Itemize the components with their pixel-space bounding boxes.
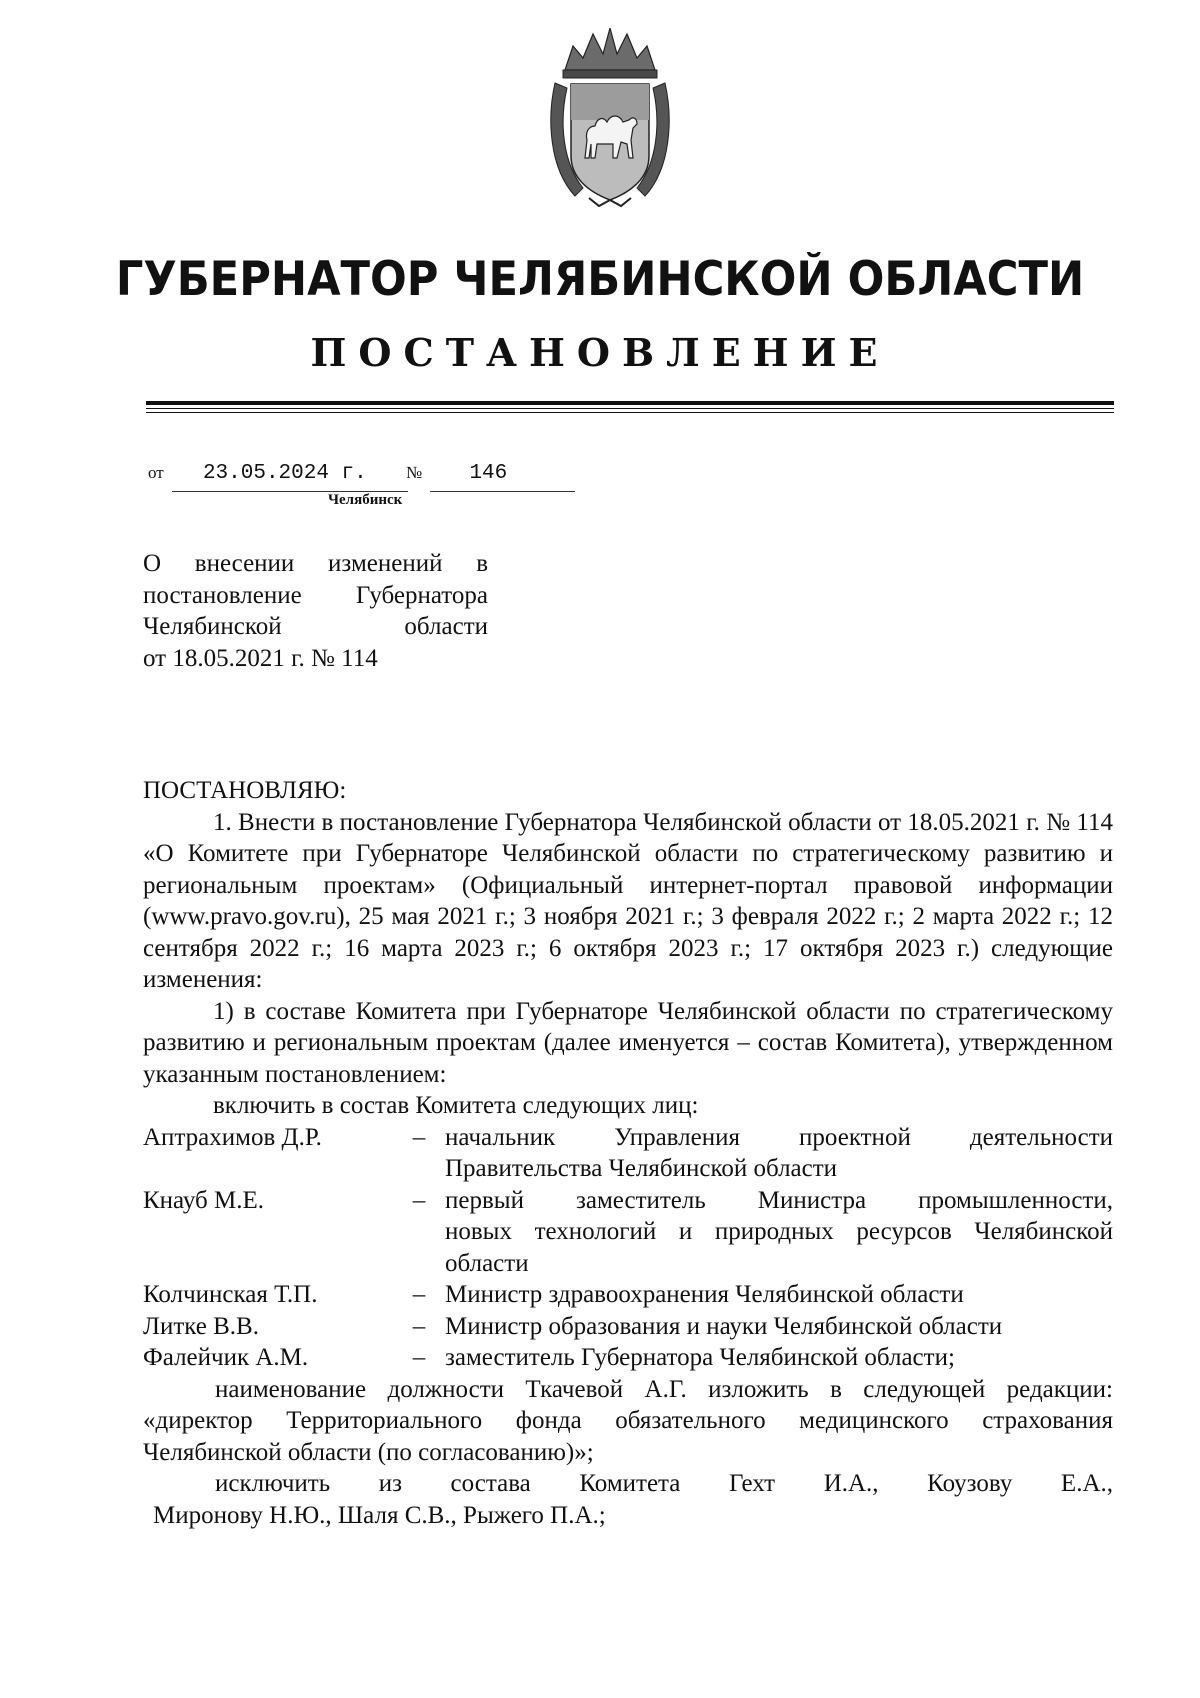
- member-dash: –: [412, 1344, 426, 1371]
- document-meta: [148, 462, 507, 492]
- member-position-line: заместитель Губернатора Челябинской области;: [445, 1344, 955, 1371]
- subject-line: О внесении изменений в: [143, 550, 488, 577]
- member-row: [143, 1122, 1113, 1185]
- paragraph-1: 1. Внести в постановление Губернатора Челябинской области от 18.05.2021 г. № 114 «О Комитете при Губернаторе Челябинской области по стратегическому развитию и региональным проектам» (Официальный интернет-портал правовой информации (www.pravo.gov.ru), 25 мая 2021 г.; 3 ноября 2021 г.; 3 февраля 2022 г.; 2 марта 2022 г.; 12 сентября 2022 г.; 16 марта 2023 г.; 6 октября 2023 г.; 17 октября 2023 г.) следующие изменения:: [143, 808, 1113, 993]
- number-sign: №: [405, 463, 423, 482]
- paragraph-4: наименование должности Ткачевой А.Г. изложить в следующей редакции: «директор Территориального фонда обязательного медицинского страхования Челябинской области (по согласованию)»;: [143, 1375, 1113, 1466]
- member-name: Кнауб М.Е.: [143, 1186, 265, 1214]
- issuer-title: ГУБЕРНАТОР ЧЕЛЯБИНСКОЙ ОБЛАСТИ: [115, 252, 1085, 307]
- resolve-heading: ПОСТАНОВЛЯЮ:: [143, 777, 347, 804]
- date-prefix: от: [148, 463, 164, 482]
- member-position-line: новых технологий и природных ресурсов Челябинской: [445, 1218, 1113, 1245]
- header-divider-thin: [146, 408, 1114, 409]
- member-position-line: Правительства Челябинской области: [445, 1155, 838, 1182]
- member-dash: –: [412, 1123, 426, 1151]
- member-position-line: Министр здравоохранения Челябинской области: [445, 1281, 964, 1308]
- paragraph-3: включить в состав Комитета следующих лиц:: [213, 1092, 699, 1119]
- document-body: [143, 775, 1113, 1531]
- member-position: [445, 1279, 1113, 1311]
- member-dash: –: [412, 1281, 426, 1308]
- header-divider: [146, 401, 1114, 405]
- member-row: [143, 1342, 1113, 1374]
- document-subject: [143, 548, 488, 674]
- member-row: [143, 1279, 1113, 1311]
- subject-line: постановление Губернатора: [143, 581, 488, 609]
- member-dash: –: [412, 1186, 426, 1214]
- member-position-line: Министр образования и науки Челябинской области: [445, 1312, 1003, 1340]
- member-position-line: первый заместитель Министра промышленности,: [445, 1186, 1113, 1214]
- member-name: Литке В.В.: [143, 1312, 259, 1340]
- member-dash: –: [412, 1312, 426, 1340]
- member-row: [143, 1311, 1113, 1343]
- document-number: 146: [469, 462, 508, 485]
- member-position-line: начальник Управления проектной деятельности: [445, 1123, 1113, 1151]
- member-row: [143, 1185, 1113, 1280]
- header-divider-thin-2: [146, 412, 1114, 413]
- number-underline: [430, 491, 575, 492]
- paragraph-5-line-1: исключить из состава Комитета Гехт И.А., Коузову Е.А.,: [215, 1470, 1113, 1497]
- member-name: Колчинская Т.П.: [143, 1281, 318, 1308]
- chelyabinsk-coat-of-arms-icon: [545, 28, 675, 213]
- member-position: [445, 1122, 1113, 1185]
- document-type-title: ПОСТАНОВЛЕНИЕ: [310, 330, 890, 375]
- member-name: Фалейчик А.М.: [143, 1344, 309, 1371]
- subject-line: Челябинской области: [143, 613, 488, 640]
- member-position: [445, 1185, 1113, 1280]
- member-position: [445, 1342, 1113, 1374]
- document-city: Челябинск: [328, 492, 403, 508]
- document-date: 23.05.2024 г.: [202, 462, 367, 485]
- member-name: Аптрахимов Д.Р.: [143, 1123, 322, 1151]
- subject-line: от 18.05.2021 г. № 114: [143, 644, 378, 672]
- paragraph-2: 1) в составе Комитета при Губернаторе Челябинской области по стратегическому развитию и региональным проектам (далее именуется – состав Комитета), утвержденном указанным постановлением:: [143, 997, 1113, 1088]
- member-position: [445, 1311, 1113, 1343]
- member-position-line: области: [445, 1249, 529, 1277]
- members-list: [143, 1122, 1113, 1374]
- paragraph-5-line-2: Миронову Н.Ю., Шаля С.В., Рыжего П.А.;: [153, 1501, 606, 1529]
